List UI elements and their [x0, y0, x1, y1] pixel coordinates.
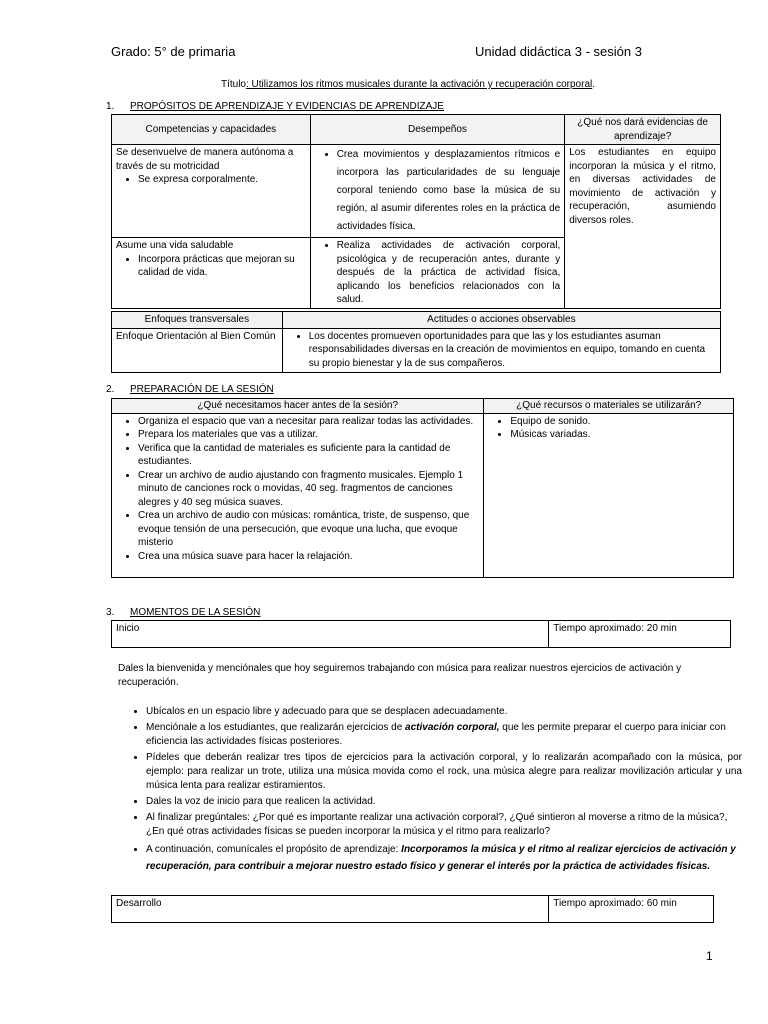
desempeno-cell-2 — [310, 238, 565, 309]
recurso-item: • Músicas variadas. — [510, 428, 729, 442]
unidad-text: Unidad didáctica 3 - — [475, 44, 594, 59]
capacidad-2: • Incorpora prácticas que mejoran su calidad de vida. — [138, 253, 306, 280]
desempeno-cell-1 — [310, 145, 565, 238]
section-3-title: MOMENTOS DE LA SESIÓN — [130, 607, 261, 618]
bullet-emphasis: Incorporamos la música y el ritmo al realizar ejercicios de activación y recuperación, para contribuir a mejorar nuestro estado físico y generar el interés por la práctica de actividades físicas. — [146, 844, 736, 872]
document-title — [110, 79, 706, 90]
col-enfoques: Enfoques transversales — [112, 312, 283, 329]
evidencia-cell: Los estudiantes en equipo incorporan la música y el ritmo, en diversas actividades de movimiento de activación y recuperación, asumiendo diversos roles. — [565, 145, 721, 309]
title-label: Título — [220, 79, 246, 90]
bullet-emphasis: activación corporal, — [405, 722, 500, 733]
section-1-title: PROPÓSITOS DE APRENDIZAJE Y EVIDENCIAS DE APRENDIZAJE — [130, 101, 444, 112]
bullet-pre: Menciónale a los estudiantes, que realizarán ejercicios de — [146, 722, 406, 733]
desempeno-1: • Crea movimientos y desplazamientos rítmicos e incorpora las particularidades de su lenguaje corporal teniendo como base la música de su región, al asumir diferentes roles en la práctica de actividades física. — [337, 146, 561, 236]
enfoque-accion-cell — [282, 328, 720, 372]
header-grado — [111, 44, 235, 59]
antes-item: • Organiza el espacio que van a necesitar para realizar todas las actividades. — [138, 415, 479, 429]
section-2-number: 2. — [106, 384, 115, 395]
inicio-time: Tiempo aproximado: 20 min — [549, 621, 731, 648]
inicio-bullets — [118, 705, 742, 877]
competencia-cell-2 — [112, 238, 311, 309]
header-unidad — [475, 44, 642, 59]
inicio-bullet: • Ubícalos en un espacio libre y adecuado para que se desplacen adecuadamente. — [146, 705, 742, 719]
antes-item: • Crear un archivo de audio ajustando con fragmento musicales. Ejemplo 1 minuto de canciones rock o movidas, 40 seg. fragmentos de canciones alegres y 40 seg música suaves. — [138, 469, 479, 510]
capacidad-1: • Se expresa corporalmente. — [138, 173, 306, 187]
enfoques-table — [111, 311, 721, 373]
grado-value: 5° de primaria — [150, 44, 236, 59]
preparacion-table — [111, 398, 734, 578]
competencia-2: Asume una vida saludable — [116, 240, 234, 251]
inicio-table — [111, 620, 731, 648]
desarrollo-label: Desarrollo — [112, 896, 549, 923]
bullet-pre: A continuación, comunícales el propósito de aprendizaje: — [146, 844, 402, 855]
enfoque-accion: • Los docentes promueven oportunidades para que las y los estudiantes asuman responsabilidades diversas en la creación de movimientos en equipo, tomando en cuenta su propio bienestar y la de sus compañeros. — [309, 330, 716, 371]
section-1-heading — [106, 101, 444, 112]
section-2-title: PREPARACIÓN DE LA SESIÓN — [130, 384, 274, 395]
desempeno-2: • Realiza actividades de activación corporal, psicológica y de recuperación antes, durante y después de la práctica de actividad física, aplicando los beneficios relacionados con la salud. — [337, 239, 561, 307]
competencia-cell-1 — [112, 145, 311, 238]
section-2-heading — [106, 384, 274, 395]
antes-item: • Prepara los materiales que vas a utilizar. — [138, 428, 479, 442]
section-1-number: 1. — [106, 101, 115, 112]
col-recursos: ¿Qué recursos o materiales se utilizarán? — [484, 399, 734, 414]
title-text: : Utilizamos los ritmos musicales durante la activación y recuperación corporal — [245, 79, 593, 90]
recursos-cell — [484, 413, 734, 577]
section-3-heading — [106, 607, 260, 618]
inicio-bullet — [146, 841, 742, 875]
enfoque-name: Enfoque Orientación al Bien Común — [112, 328, 283, 372]
col-desempenos: Desempeños — [310, 115, 565, 145]
antes-item: • Crea una música suave para hacer la relajación. — [138, 550, 479, 564]
inicio-intro: Dales la bienvenida y menciónales que hoy seguiremos trabajando con música para realizar nuestros ejercicios de activación y recuperación. — [118, 663, 682, 688]
inicio-bullet: • Pídeles que deberán realizar tres tipos de ejercicios para la activación corporal, y lo realizarán acompañado con la música, por ejemplo: para realizar un trote, utiliza una música movida como el rock, una música alegre para realizar movilización articular y una música lenta para realizar estiramientos. — [146, 751, 742, 793]
antes-item: • Crea un archivo de audio con músicas: romántica, triste, de suspenso, que evoque tensión de una persecución, que evoque una lucha, que evoque misterio — [138, 509, 479, 550]
page-number: 1 — [706, 949, 713, 963]
inicio-bullet: • Dales la voz de inicio para que realicen la actividad. — [146, 795, 742, 809]
col-evidencias: ¿Qué nos dará evidencias de aprendizaje? — [565, 115, 721, 145]
recurso-item: • Equipo de sonido. — [510, 415, 729, 429]
title-end: . — [592, 79, 596, 90]
sesion-text: sesión 3 — [593, 44, 642, 59]
section-3-number: 3. — [106, 607, 115, 618]
col-actitudes: Actitudes o acciones observables — [282, 312, 720, 329]
antes-item: • Verifica que la cantidad de materiales es suficiente para la cantidad de estudiantes. — [138, 442, 479, 469]
grado-label: Grado: — [111, 44, 151, 59]
propositos-table — [111, 114, 721, 309]
bullet-post: que les permite preparar el cuerpo para iniciar con eficiencia las actividades físicas posteriores. — [146, 722, 726, 747]
col-antes: ¿Qué necesitamos hacer antes de la sesión? — [112, 399, 484, 414]
inicio-bullet — [146, 721, 742, 749]
antes-cell — [112, 413, 484, 577]
inicio-label: Inicio — [112, 621, 549, 648]
col-competencias: Competencias y capacidades — [112, 115, 311, 145]
inicio-bullet: • Al finalizar pregúntales: ¿Por qué es importante realizar una activación corporal?, ¿Qué sintieron al moverse a ritmo de la música?, ¿En qué otras actividades físicas se pueden incorporar la música y el ritmo para realizarlo? — [146, 811, 742, 839]
desarrollo-table — [111, 895, 714, 923]
competencia-1: Se desenvuelve de manera autónoma a través de su motricidad — [116, 147, 294, 172]
desarrollo-time: Tiempo aproximado: 60 min — [549, 896, 714, 923]
